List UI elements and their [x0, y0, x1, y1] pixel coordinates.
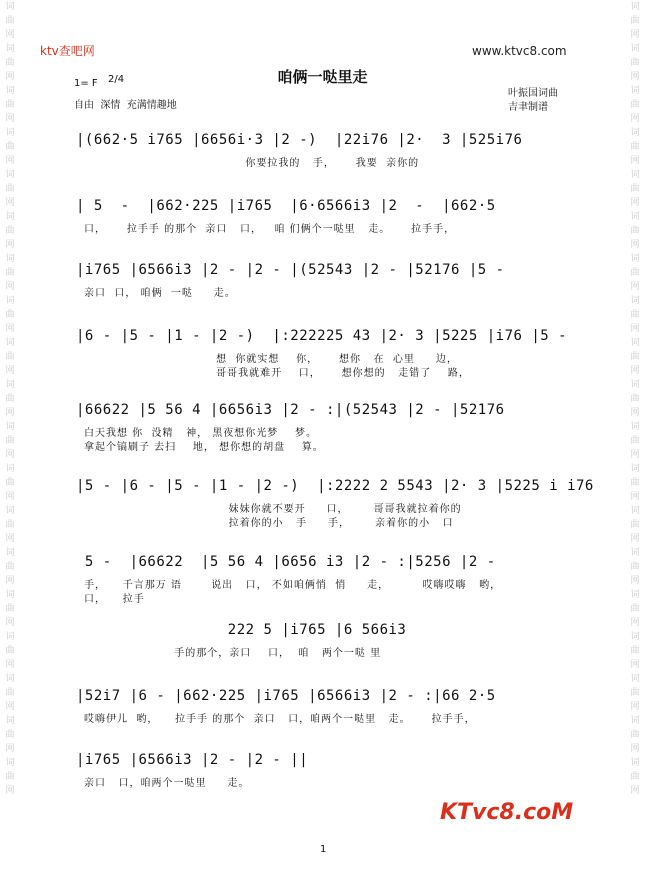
lyric-row: 哥哥我就难开 口， 想你想的 走错了 路，: [74, 368, 470, 379]
notation-row: 5 - |66622 |5 56 4 |6656 i3 |2 - :|5256 |2 -: [76, 554, 496, 570]
lyric-row: 妹妹你就不要开 口， 哥哥我就拉着你的: [74, 504, 462, 515]
key-signature: 1= F: [74, 78, 98, 89]
side-watermark-left: 词曲网词曲网词曲网词曲网词曲网词曲网词曲网词曲网词曲网词曲网词曲网词曲网词曲网词曲网词曲网词曲网词曲网词曲网词曲网: [5, 2, 15, 796]
lyric-row: 亲口 口， 咱俩 一哒 走。: [84, 288, 236, 299]
notation-row: |66622 |5 56 4 |6656i3 |2 - :|(52543 |2 - |52176: [76, 402, 505, 418]
notation-row: 222 5 |i765 |6 566i3: [76, 622, 407, 638]
notation-row: |6 - |5 - |1 - |2 -) |:222225 43 |2· 3 |5225 |i76 |5 -: [76, 328, 568, 344]
lyric-row: 拉着你的小 手 手， 亲着你的小 口: [74, 518, 454, 529]
notation-row: |i765 |6566i3 |2 - |2 - |(52543 |2 - |52176 |5 -: [76, 262, 505, 278]
lyric-row: 想 你就实想 你， 想你 在 心里 边，: [74, 354, 458, 365]
lyric-row: 口， 拉手手 的那个 亲口 口， 咱 们俩个一哒里 走。 拉手手，: [84, 224, 456, 235]
song-title: 咱俩一哒里走: [277, 68, 368, 86]
time-signature: 2/4: [108, 74, 125, 85]
lyric-row: 白天我想 你 没精 神， 黑夜想你光梦 梦。: [84, 428, 317, 439]
notation-row: |52i7 |6 - |662·225 |i765 |6566i3 |2 - :|66 2·5: [76, 688, 496, 704]
notation-row: |(662·5 i765 |6656i·3 |2 -) |22i76 |2· 3 |525i76: [76, 132, 523, 148]
tempo-mood: 自由 深情 充满情趣地: [74, 100, 177, 111]
site-logo: KTvc8.coM: [440, 800, 574, 825]
lyricist: 叶振国词曲: [508, 88, 558, 99]
lyric-row: 你要拉我的 手， 我要 亲你的: [74, 158, 420, 169]
page-number: 1: [320, 844, 327, 855]
lyric-row: 拿起个镐刷子 去扫 地， 想你想的胡盘 算。: [84, 442, 324, 453]
side-watermark-right: 词曲网词曲网词曲网词曲网词曲网词曲网词曲网词曲网词曲网词曲网词曲网词曲网词曲网词曲网词曲网词曲网词曲网词曲网词曲网: [630, 2, 640, 796]
lyric-row: 手的那个，亲口 口， 咱 两个一哒 里: [74, 648, 382, 659]
lyric-row: 哎嗨伊儿 哟， 拉手手 的那个 亲口 口，咱两个一哒里 走。 拉手手，: [84, 714, 476, 725]
site-url: www.ktvc8.com: [472, 44, 567, 58]
notation-row: | 5 - |662·225 |i765 |6·6566i3 |2 - |662·5: [76, 198, 496, 214]
notation-row: |5 - |6 - |5 - |1 - |2 -) |:2222 2 5543 |2· 3 |5225 i i76: [76, 478, 594, 494]
lyric-row: 口， 拉手: [84, 594, 145, 605]
lyric-row: 手， 千言那万 语 说出 口， 不如咱俩悄 悄 走， 哎嗨哎嗨 哟，: [84, 580, 502, 591]
notation-row: |i765 |6566i3 |2 - |2 - ||: [76, 752, 309, 768]
lyric-row: 亲口 口，咱两个一哒里 走。: [84, 778, 250, 789]
arranger: 吉聿制谱: [508, 102, 548, 113]
watermark-logo: ktv查吧网: [40, 44, 95, 58]
